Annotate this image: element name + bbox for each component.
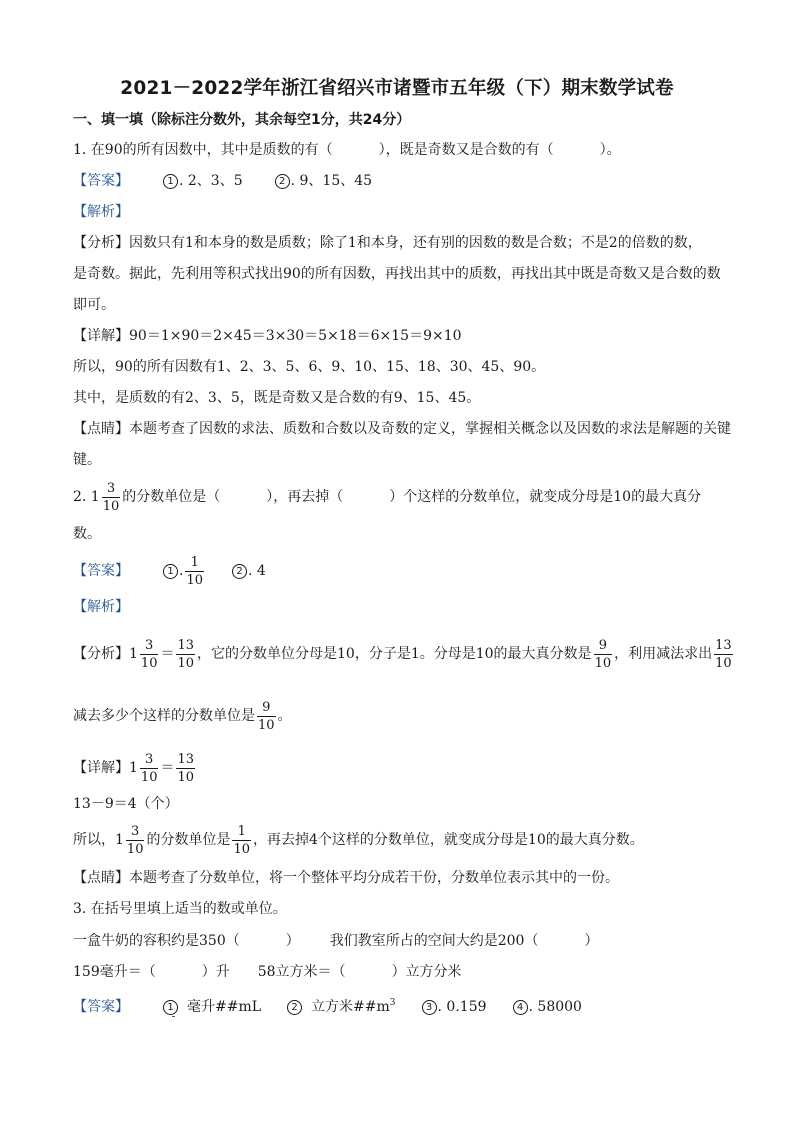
fraction-numerator: 13	[177, 751, 195, 767]
q3-row2-d: ）立方分米	[391, 964, 462, 980]
q1-fenxi-1: 因数只有1和本身的数是质数；除了1和本身，还有别的因数的数是合数；不是2的倍数的数，	[129, 235, 702, 251]
equals-sign: ＝	[160, 646, 175, 662]
q1-answer-1: . 2、3、5	[179, 173, 243, 189]
fraction	[176, 751, 195, 786]
fraction-denominator: 10	[594, 655, 612, 671]
q2-fenxi-line-1	[73, 634, 735, 674]
answer-tag: 【答案】	[73, 173, 129, 189]
q2-so-line	[73, 820, 644, 860]
q2-detail	[73, 748, 197, 788]
fraction	[257, 699, 276, 734]
q3-row1-c: 我们教室所占的空间大约是200（	[329, 933, 539, 949]
q3-row2-a: 159毫升＝（	[73, 964, 156, 980]
fraction-numerator: 13	[715, 637, 732, 653]
fraction-numerator: 9	[262, 699, 271, 715]
circled-number-4: 4	[513, 1000, 528, 1015]
answer-tag: 【答案】	[73, 999, 129, 1015]
fraction-denominator: 10	[177, 769, 195, 785]
q2-analysis-tag	[73, 598, 129, 616]
fenxi-tag: 【分析】	[73, 646, 129, 662]
q2-fraction	[102, 480, 121, 515]
q1-comment-1: 本题考查了因数的求法、质数和合数以及奇数的定义，掌握相关概念以及因数的求法是解题的关键	[129, 421, 731, 437]
q3-row2-b: ）升	[201, 964, 230, 980]
q1-fenxi-line-3: 即可。	[73, 297, 115, 313]
q1-fenxi-line-1	[73, 234, 702, 252]
q3-answer	[73, 994, 582, 1016]
circled-number-2: 2	[275, 174, 290, 189]
q2-fenxi-c: 减去多少个这样的分数单位是	[73, 708, 255, 724]
q1-analysis-tag	[73, 203, 129, 221]
q3-row-2	[73, 963, 462, 981]
q3-row1-b: ）	[285, 933, 300, 949]
fraction-denominator: 10	[102, 498, 120, 514]
fraction	[594, 637, 613, 672]
q2-so-a: 所以，1	[73, 832, 124, 848]
q3-answer-1: 毫升##mL	[187, 999, 262, 1015]
q2-stem-b: ），再去掉（	[266, 489, 344, 505]
q2-answer-2: . 4	[248, 563, 266, 579]
question-2-stem	[73, 477, 701, 517]
detail-tag: 【详解】	[73, 760, 129, 776]
fraction-numerator: 3	[145, 637, 154, 653]
question-1-stem	[73, 141, 621, 159]
q2-stem-line-2: 数。	[73, 526, 101, 542]
q2-fenxi-b: ，利用减法求出	[614, 646, 713, 662]
fraction-denominator: 10	[140, 655, 158, 671]
q1-line-2: 所以，90的所有因数有1、2、3、5、6、9、10、15、18、30、45、90。	[73, 359, 546, 375]
comment-tag: 【点睛】	[73, 870, 129, 886]
fraction-numerator: 1	[190, 554, 199, 570]
q1-detail	[73, 327, 462, 345]
circled-number-2: 2	[232, 564, 247, 579]
q2-answer: 【答案】 1 . $\frac{1}{10}$ 2 . 4	[73, 554, 266, 588]
q2-so-b: 的分数单位是	[146, 832, 231, 848]
fraction-numerator: 1	[237, 823, 246, 839]
fraction-numerator: 3	[145, 751, 154, 767]
fraction-denominator: 10	[177, 655, 195, 671]
page-title: 2021－2022学年浙江省绍兴市诸暨市五年级（下）期末数学试卷	[120, 78, 674, 99]
q2-stem-a: 的分数单位是（	[122, 489, 221, 505]
q3-row1-d: ）	[584, 933, 599, 949]
q3-row-1	[73, 932, 598, 950]
question-3-stem: 3. 在括号里填上适当的数或单位。	[73, 901, 287, 917]
q3-answer-2: 立方米##m	[311, 999, 390, 1015]
q3-row1-a: 一盒牛奶的容积约是350（	[73, 933, 240, 949]
stray-mark	[172, 1016, 175, 1017]
equals-sign: ＝	[160, 760, 175, 776]
q3-answer-4: . 58000	[528, 999, 582, 1015]
section-heading: 一、填一填（除标注分数外，其余每空1分，共24分）	[73, 112, 411, 128]
fraction-numerator: 3	[106, 480, 116, 496]
mixed-whole: 1	[129, 760, 138, 776]
circled-number-1: 1	[163, 1000, 178, 1015]
q2-fenxi-line-2	[73, 696, 292, 736]
q2-num: 2. 1	[73, 489, 100, 505]
q2-comment	[73, 869, 619, 887]
q2-fenxi-d: 。	[277, 708, 292, 724]
q2-so-c: ，再去掉4个这样的分数单位，就变成分母是10的最大真分数。	[253, 832, 644, 848]
q1-answer	[73, 172, 372, 190]
mixed-whole: 1	[129, 646, 138, 662]
fraction	[714, 637, 733, 672]
circled-number-1: 1	[163, 174, 178, 189]
fraction	[126, 823, 145, 858]
fraction-denominator: 10	[140, 769, 158, 785]
answer-tag: 【答案】	[73, 563, 129, 579]
circled-number-3: 3	[422, 1000, 437, 1015]
q1-stem-a: 1. 在90的所有因数中，其中是质数的有（	[73, 142, 333, 158]
fraction-denominator: 10	[186, 572, 203, 588]
fraction	[140, 637, 159, 672]
fraction	[176, 637, 195, 672]
q3-answer-3: . 0.159	[437, 999, 487, 1015]
q1-detail-1: 90＝1×90＝2×45＝3×30＝5×18＝6×15＝9×10	[129, 328, 462, 344]
q3-row2-c: 58立方米＝（	[257, 964, 346, 980]
q2-fenxi-a: ，它的分数单位分母是10，分子是1。分母是10的最大真分数是	[197, 646, 592, 662]
fraction-denominator: 10	[126, 841, 144, 857]
analysis-tag: 【解析】	[73, 599, 129, 615]
q2-stem-c: ）个这样的分数单位，就变成分母是10的最大真分	[389, 489, 702, 505]
comment-tag: 【点睛】	[73, 421, 129, 437]
q1-stem-c: ）。	[599, 142, 621, 158]
analysis-tag: 【解析】	[73, 204, 129, 220]
fraction-denominator: 10	[233, 841, 251, 857]
fraction-denominator: 10	[258, 717, 275, 733]
fraction-denominator: 10	[715, 655, 732, 671]
q1-stem-b: ），既是奇数又是合数的有（	[378, 142, 554, 158]
fraction-numerator: 13	[177, 637, 195, 653]
superscript-3: 3	[389, 998, 396, 1008]
detail-tag: 【详解】	[73, 328, 129, 344]
q2-calc: 13－9＝4（个）	[73, 796, 179, 812]
q1-fenxi-line-2: 是奇数。据此，先利用等积式找出90的所有因数，再找出其中的质数，再找出其中既是奇数又是合数的数	[73, 266, 721, 282]
fraction	[140, 751, 159, 786]
q2-answer-fraction	[185, 554, 204, 589]
fenxi-tag: 【分析】	[73, 235, 129, 251]
circled-number-2: 2	[287, 1000, 302, 1015]
fraction-numerator: 3	[131, 823, 140, 839]
q1-line-3: 其中，是质数的有2、3、5，既是奇数又是合数的有9、15、45。	[73, 390, 481, 406]
q1-answer-2: . 9、15、45	[290, 173, 373, 189]
q2-comment-text: 本题考查了分数单位，将一个整体平均分成若干份，分数单位表示其中的一份。	[129, 870, 619, 886]
circled-number-1: 1	[163, 564, 178, 579]
q1-comment-line-1	[73, 420, 731, 438]
fraction-numerator: 9	[598, 637, 607, 653]
fraction	[232, 823, 251, 858]
q1-comment-line-2: 键。	[73, 452, 101, 468]
